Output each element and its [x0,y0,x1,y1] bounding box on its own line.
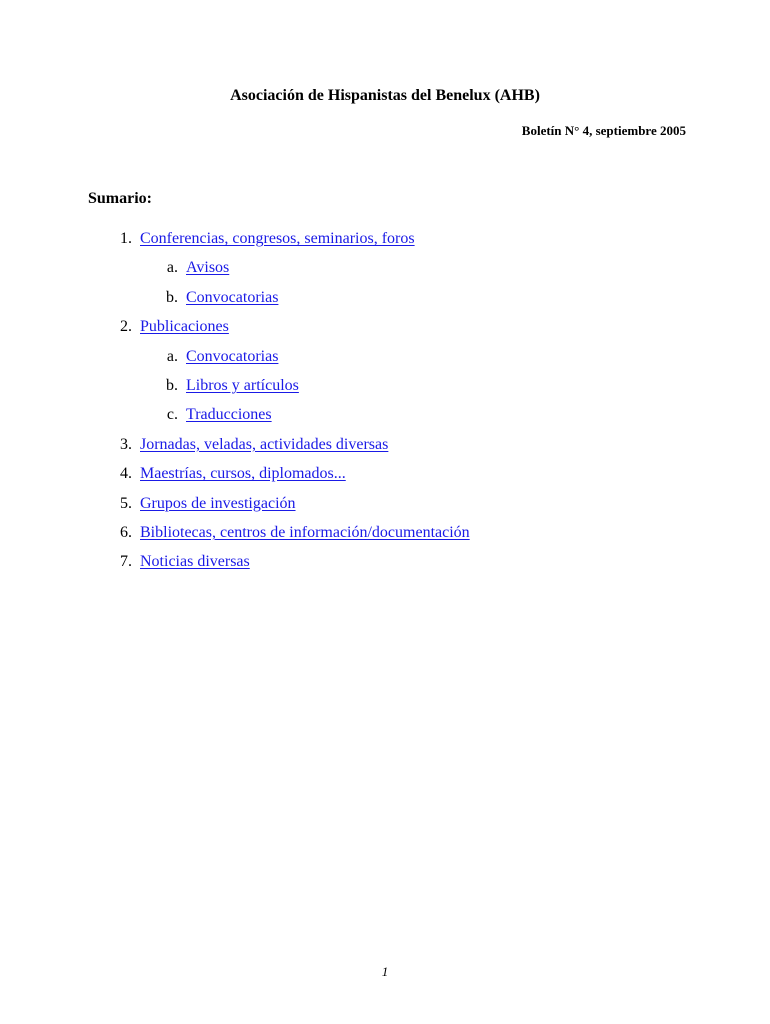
toc-link-avisos[interactable]: Avisos [186,259,230,277]
toc-subitem-letter: b. [166,288,178,306]
toc-link-convocatorias-publicaciones[interactable]: Convocatorias [186,347,279,365]
toc-item-number: 2. [120,318,132,336]
toc-link-bibliotecas[interactable]: Bibliotecas, centros de información/documentación [140,523,470,541]
toc-item-conferencias [0,228,770,257]
toc-item-number: 6. [120,523,132,541]
toc-subitem-convocatorias-conferencias [0,287,770,316]
toc-link-jornadas[interactable]: Jornadas, veladas, actividades diversas [140,435,389,453]
toc-item-number: 4. [120,465,132,483]
toc-subitem-traducciones [0,404,770,433]
toc-item-number: 5. [120,494,132,512]
toc-item-maestrias [0,463,770,492]
toc-subitem-letter: c. [166,406,178,424]
toc-link-publicaciones[interactable]: Publicaciones [140,318,229,336]
toc-item-publicaciones [0,316,770,345]
toc-link-conferencias[interactable]: Conferencias, congresos, seminarios, foros [140,230,415,247]
toc-subitem-convocatorias-publicaciones [0,346,770,375]
page-number: 1 [381,964,389,979]
toc-link-noticias-diversas[interactable]: Noticias diversas [140,553,250,571]
toc-item-bibliotecas [0,522,770,551]
toc-link-maestrias[interactable]: Maestrías, cursos, diplomados... [140,465,346,483]
toc-item-noticias [0,551,770,580]
toc-item-number: 7. [120,553,132,571]
toc-item-number: 3. [120,435,132,453]
toc-link-libros-articulos[interactable]: Libros y artículos [186,376,299,394]
toc-item-jornadas [0,434,770,463]
toc-item-number: 1. [120,230,132,247]
toc-subitem-letter: a. [166,259,178,277]
page-title: Asociación de Hispanistas del Benelux (AHB) [230,87,540,104]
toc-subitem-libros [0,375,770,404]
toc-subitem-avisos [0,257,770,286]
toc-link-traducciones[interactable]: Traducciones [186,406,272,424]
toc-item-grupos [0,493,770,522]
table-of-contents [0,228,770,581]
toc-subitem-letter: a. [166,347,178,365]
toc-link-convocatorias-conferencias[interactable]: Convocatorias [186,288,279,306]
toc-subitem-letter: b. [166,376,178,394]
bulletin-issue-line: Boletín N° 4, septiembre 2005 [521,123,686,138]
summary-heading: Sumario: [88,190,152,207]
toc-link-grupos-investigacion[interactable]: Grupos de investigación [140,494,296,512]
